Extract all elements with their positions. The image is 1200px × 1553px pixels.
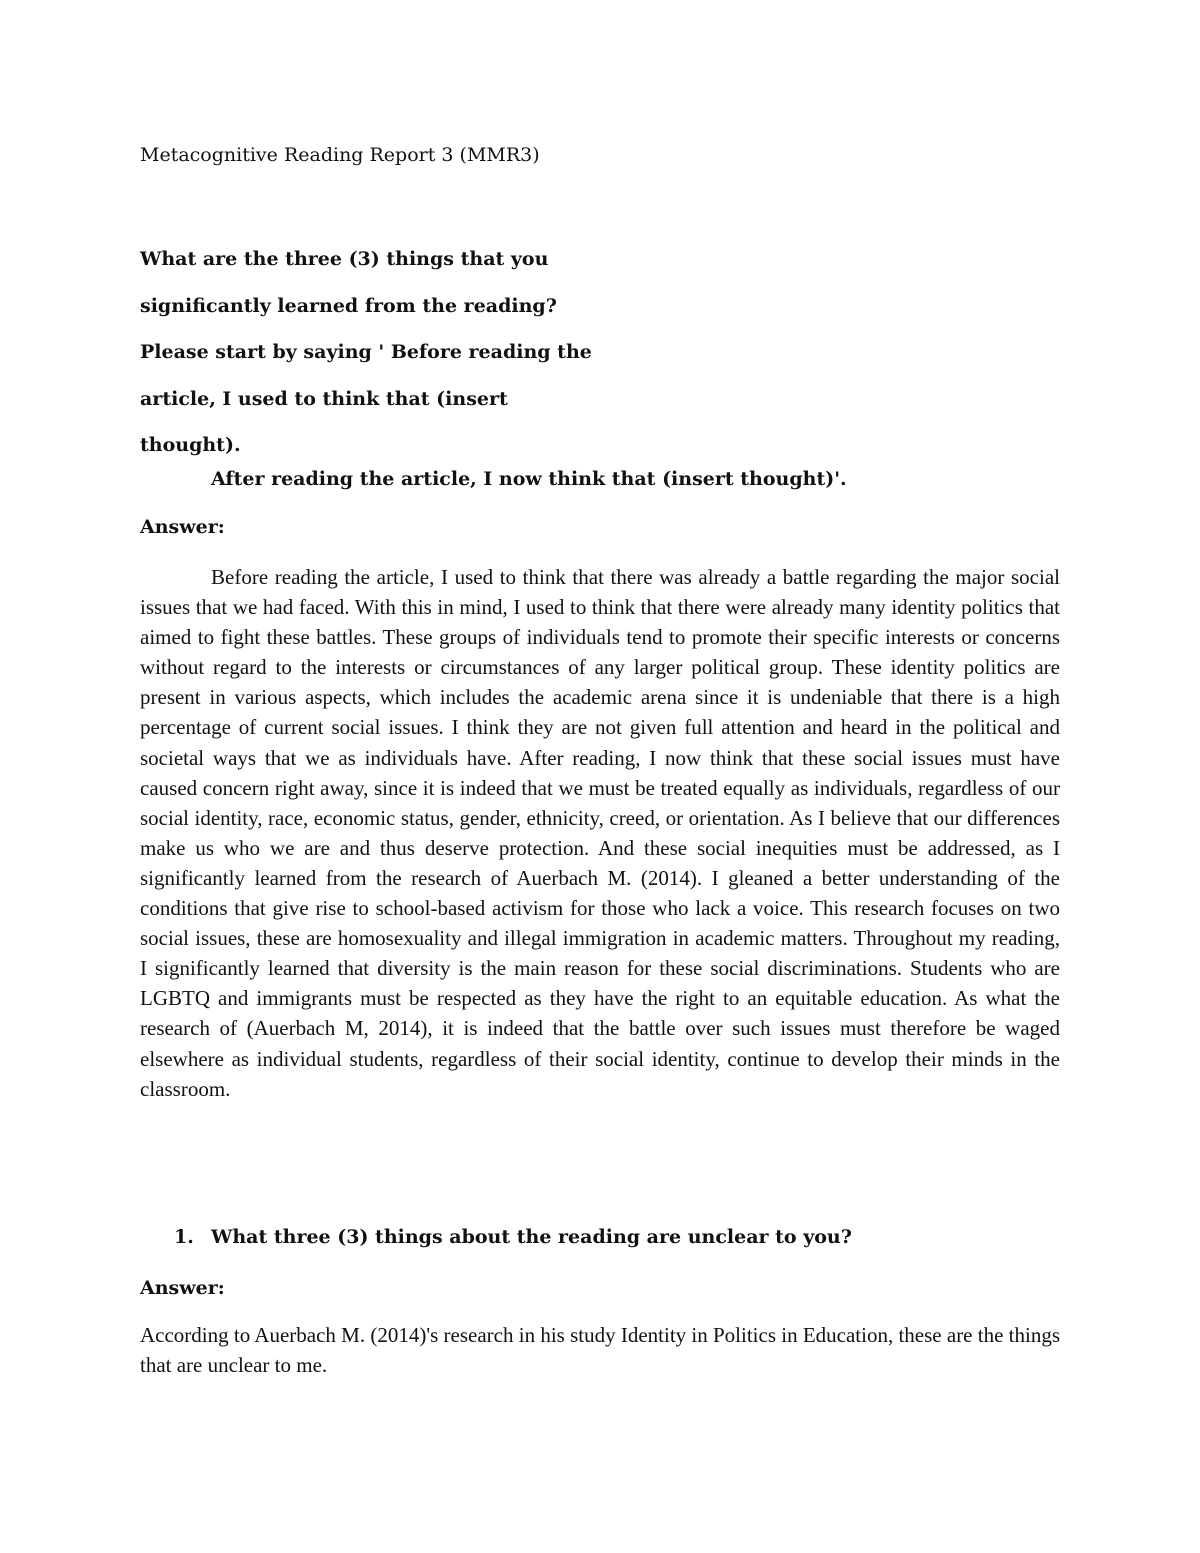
closing-paragraph: According to Auerbach M. (2014)'s research in his study Identity in Politics in Education, these are the things that are unclear to me.	[140, 1323, 1061, 1377]
prompt-line: significantly learned from the reading?	[140, 294, 557, 317]
prompt-line: Please start by saying ' Before reading the	[140, 341, 592, 363]
question-item	[174, 1226, 852, 1248]
question-number: 1.	[174, 1226, 194, 1248]
answer-label: Answer:	[140, 516, 225, 538]
question-text: What three (3) things about the reading are unclear to you?	[211, 1226, 852, 1248]
prompt-after-line: After reading the article, I now think that (insert thought)'.	[211, 468, 847, 490]
document-title: Metacognitive Reading Report 3 (MMR3)	[140, 144, 540, 166]
prompt-line: article, I used to think that (insert	[140, 387, 508, 410]
prompt-line: thought).	[140, 434, 241, 456]
answer-label: Answer:	[140, 1277, 225, 1299]
answer-paragraph: Before reading the article, I used to think that there was already a battle regarding the major social issues that we had faced. With this in mind, I used to think that there were already many identity politics that aimed to fight these battles. These groups of individuals tend to promote their specific interests or concerns without regard to the interests or circumstances of any larger political group. These identity politics are present in various aspects, which includes the academic arena since it is undeniable that there is a high percentage of current social issues. I think they are not given full attention and heard in the political and societal ways that we as individuals have. After reading, I now think that these social issues must have caused concern right away, since it is indeed that we must be treated equally as individuals, regardless of our social identity, race, economic status, gender, ethnicity, creed, or orientation. As I believe that our differences make us who we are and thus deserve protection. And these social inequities must be addressed, as I significantly learned from the research of Auerbach M. (2014). I gleaned a better understanding of the conditions that give rise to school-based activism for those who lack a voice. This research focuses on two social issues, these are homosexuality and illegal immigration in academic matters. Throughout my reading, I significantly learned that diversity is the main reason for these social discriminations. Students who are LGBTQ and immigrants must be respected as they have the right to an equitable education. As what the research of (Auerbach M, 2014), it is indeed that the battle over such issues must therefore be waged elsewhere as individual students, regardless of their social identity, continue to develop their minds in the classroom.	[140, 565, 1060, 1101]
prompt-line: What are the three (3) things that you	[140, 248, 549, 270]
reading-prompt	[140, 236, 700, 469]
